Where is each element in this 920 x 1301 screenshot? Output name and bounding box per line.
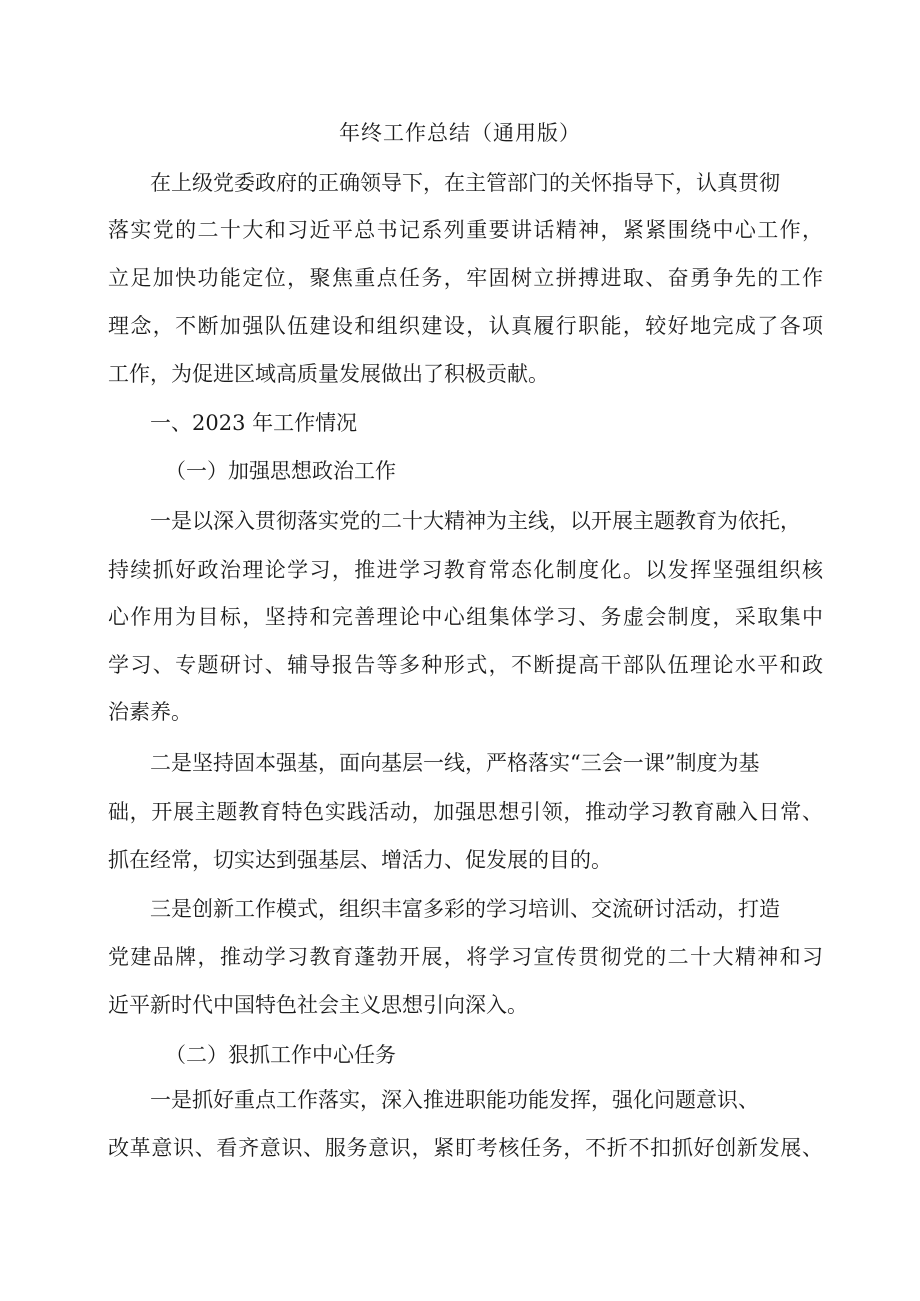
intro-line-2: 落实党的二十大和习近平总书记系列重要讲话精神，紧紧围绕中心工作， xyxy=(108,218,823,242)
para2-line-3: 抓在经常，切实达到强基层、增活力、促发展的目的。 xyxy=(108,848,612,872)
para3-line-1: 三是创新工作模式，组织丰富多彩的学习培训、交流研讨活动，打造 xyxy=(150,897,780,921)
intro-line-4: 理念，不断加强队伍建设和组织建设，认真履行职能，较好地完成了各项 xyxy=(108,314,823,338)
para1-line-4: 学习、专题研讨、辅导报告等多种形式，不断提高干部队伍理论水平和政 xyxy=(108,653,823,677)
intro-line-3: 立足加快功能定位，聚焦重点任务，牢固树立拼搏进取、奋勇争先的工作 xyxy=(108,266,823,290)
section-heading-1: 一、2023 年工作情况 xyxy=(150,411,358,435)
para1-line-1: 一是以深入贯彻落实党的二十大精神为主线，以开展主题教育为依托， xyxy=(150,509,801,533)
subsection-heading-2: （二）狠抓工作中心任务 xyxy=(165,1043,396,1067)
para2-line-2: 础，开展主题教育特色实践活动，加强思想引领，推动学习教育融入日常、 xyxy=(108,800,823,824)
subsection-heading-1: （一）加强思想政治工作 xyxy=(165,459,396,483)
para2-line-1: 二是坚持固本强基，面向基层一线，严格落实“三会一课”制度为基 xyxy=(150,751,760,775)
para1-line-5: 治素养。 xyxy=(108,700,192,724)
para3-line-2: 党建品牌，推动学习教育蓬勃开展，将学习宣传贯彻党的二十大精神和习 xyxy=(108,945,823,969)
document-title: 年终工作总结（通用版） xyxy=(339,121,581,145)
intro-line-1: 在上级党委政府的正确领导下，在主管部门的关怀指导下，认真贯彻 xyxy=(150,171,780,195)
para4-line-1: 一是抓好重点工作落实，深入推进职能功能发挥，强化问题意识、 xyxy=(150,1088,759,1112)
para3-line-3: 近平新时代中国特色社会主义思想引向深入。 xyxy=(108,993,528,1017)
para1-line-2: 持续抓好政治理论学习，推进学习教育常态化制度化。以发挥坚强组织核 xyxy=(108,558,823,582)
para4-line-2: 改革意识、看齐意识、服务意识，紧盯考核任务，不折不扣抓好创新发展、 xyxy=(108,1136,823,1160)
intro-line-5: 工作，为促进区域高质量发展做出了积极贡献。 xyxy=(108,362,549,386)
para1-line-3: 心作用为目标，坚持和完善理论中心组集体学习、务虚会制度，采取集中 xyxy=(108,605,823,629)
